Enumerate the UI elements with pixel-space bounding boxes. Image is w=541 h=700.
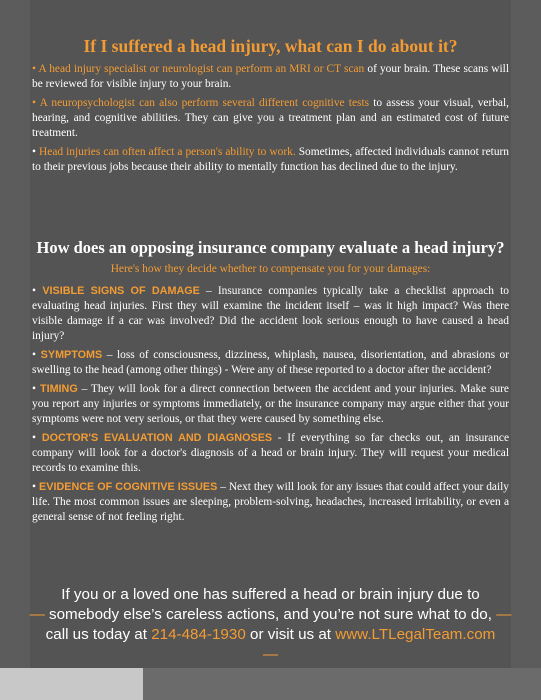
- section1-item-3: • Head injuries can often affect a person's ability to work. Sometimes, affected individuals cannot return to their previous jobs because their ability to mentally function has declined due to the injury.: [32, 146, 509, 173]
- item-highlight: TIMING: [36, 383, 78, 395]
- section2-subtitle: Here's how they decide whether to compensate you for your damages:: [110, 263, 431, 275]
- section1-list: [32, 62, 509, 179]
- footer-bar-dark: [143, 668, 541, 700]
- section2-item-5: • EVIDENCE OF COGNITIVE ISSUES – Next they will look for any issues that could affect your daily life. The most common issues are sleeping, problem-solving, headaches, increased irritability, or even a general sense of not feeling right.: [32, 481, 509, 523]
- call-to-action: [0, 585, 541, 665]
- cta-line-2: — somebody else’s careless actions, and you’re not sure what to do, —: [29, 606, 512, 623]
- footer-bar-light: [0, 668, 143, 700]
- item-text: – Next they will look for any issues that could affect your daily life. The most common issues are sleeping, problem-solving, headaches, increased irritability, or even a general sense of not feeling right.: [32, 481, 509, 523]
- section2-title: How does an opposing insurance company evaluate a head injury?: [36, 238, 505, 257]
- section2-item-3: • TIMING – They will look for a direct connection between the accident and your injuries. Make sure you report any injuries or symptoms immediately, or the insurance company may argue either that your symptoms were not very serious, or that they were caused by something else.: [32, 383, 509, 425]
- section2-list: [32, 284, 509, 529]
- item-text: to assess your visual, verbal, hearing, and cognitive abilities. They can give you a treatment plan and an estimated cost of future treatment.: [32, 97, 509, 139]
- dash-bottom: —: [262, 646, 279, 663]
- section2-item-4: • DOCTOR'S EVALUATION AND DIAGNOSES - If everything so far checks out, an insurance company will look for a doctor's diagnosis of a head or brain injury. They will request your medical records to examine this.: [32, 432, 510, 474]
- item-text: – Insurance companies typically take a checklist approach to evaluating head injuries. First they will examine the incident itself – was it high impact? Was there visible damage if a car was involved? Did the accident look serious enough to have caused a head injury?: [32, 285, 510, 342]
- section1-title: If I suffered a head injury, what can I do about it?: [83, 36, 458, 56]
- item-text: of your brain. These scans will be reviewed for visible injury to your brain.: [32, 63, 509, 90]
- phone-number[interactable]: 214-484-1930: [151, 626, 246, 643]
- left-side-strip: [0, 0, 30, 668]
- cta-line-4: [0, 645, 541, 665]
- item-highlight: A head injury specialist or neurologist can perform an MRI or CT scan: [36, 63, 365, 75]
- item-highlight: EVIDENCE OF COGNITIVE ISSUES: [36, 481, 218, 493]
- item-highlight: DOCTOR'S EVALUATION AND DIAGNOSES: [36, 432, 273, 444]
- item-text: – loss of consciousness, dizziness, whiplash, nausea, disorientation, and abrasions or swelling to the head (among other things) - Were any of these reported to a doctor after the accident?: [32, 349, 510, 376]
- right-side-strip: [511, 0, 541, 668]
- item-highlight: VISIBLE SIGNS OF DAMAGE: [36, 285, 200, 297]
- website-link[interactable]: www.LTLegalTeam.com: [335, 626, 496, 643]
- dash-left: —: [29, 606, 45, 623]
- section2-item-1: • VISIBLE SIGNS OF DAMAGE – Insurance companies typically take a checklist approach to evaluating head injuries. First they will examine the incident itself – was it high impact? Was there visible damage if a car was involved? Did the accident look serious enough to have caused a head injury?: [32, 285, 510, 342]
- item-highlight: Head injuries can often affect a person's ability to work.: [36, 146, 296, 158]
- cta-line-1: If you or a loved one has suffered a head or brain injury due to: [61, 586, 480, 603]
- item-text: Sometimes, affected individuals cannot return to their previous jobs because their ability to mentally function has declined due to the injury.: [32, 146, 509, 173]
- item-text: – They will look for a direct connection between the accident and your injuries. Make sure you report any injuries or symptoms immediately, or the insurance company may argue either that your symptoms were not very serious, or that they were caused by something else.: [32, 383, 509, 425]
- item-text: - If everything so far checks out, an insurance company will look for a doctor's diagnosis of a head or brain injury. They will request your medical records to examine this.: [32, 432, 510, 474]
- section1-item-2: • A neuropsychologist can also perform several different cognitive tests to assess your visual, verbal, hearing, and cognitive abilities. They can give you a treatment plan and an estimated cost of future treatment.: [32, 97, 509, 139]
- section2-item-2: • SYMPTOMS – loss of consciousness, dizziness, whiplash, nausea, disorientation, and abrasions or swelling to the head (among other things) - Were any of these reported to a doctor after the accident?: [32, 349, 510, 376]
- item-highlight: SYMPTOMS: [36, 349, 103, 361]
- dash-right: —: [496, 606, 512, 623]
- section1-item-1: • A head injury specialist or neurologist can perform an MRI or CT scan of your brain. These scans will be reviewed for visible injury to your brain.: [32, 63, 509, 90]
- cta-line-3: call us today at 214-484-1930 or visit us at www.LTLegalTeam.com: [45, 626, 496, 643]
- item-highlight: A neuropsychologist can also perform several different cognitive tests: [36, 97, 370, 109]
